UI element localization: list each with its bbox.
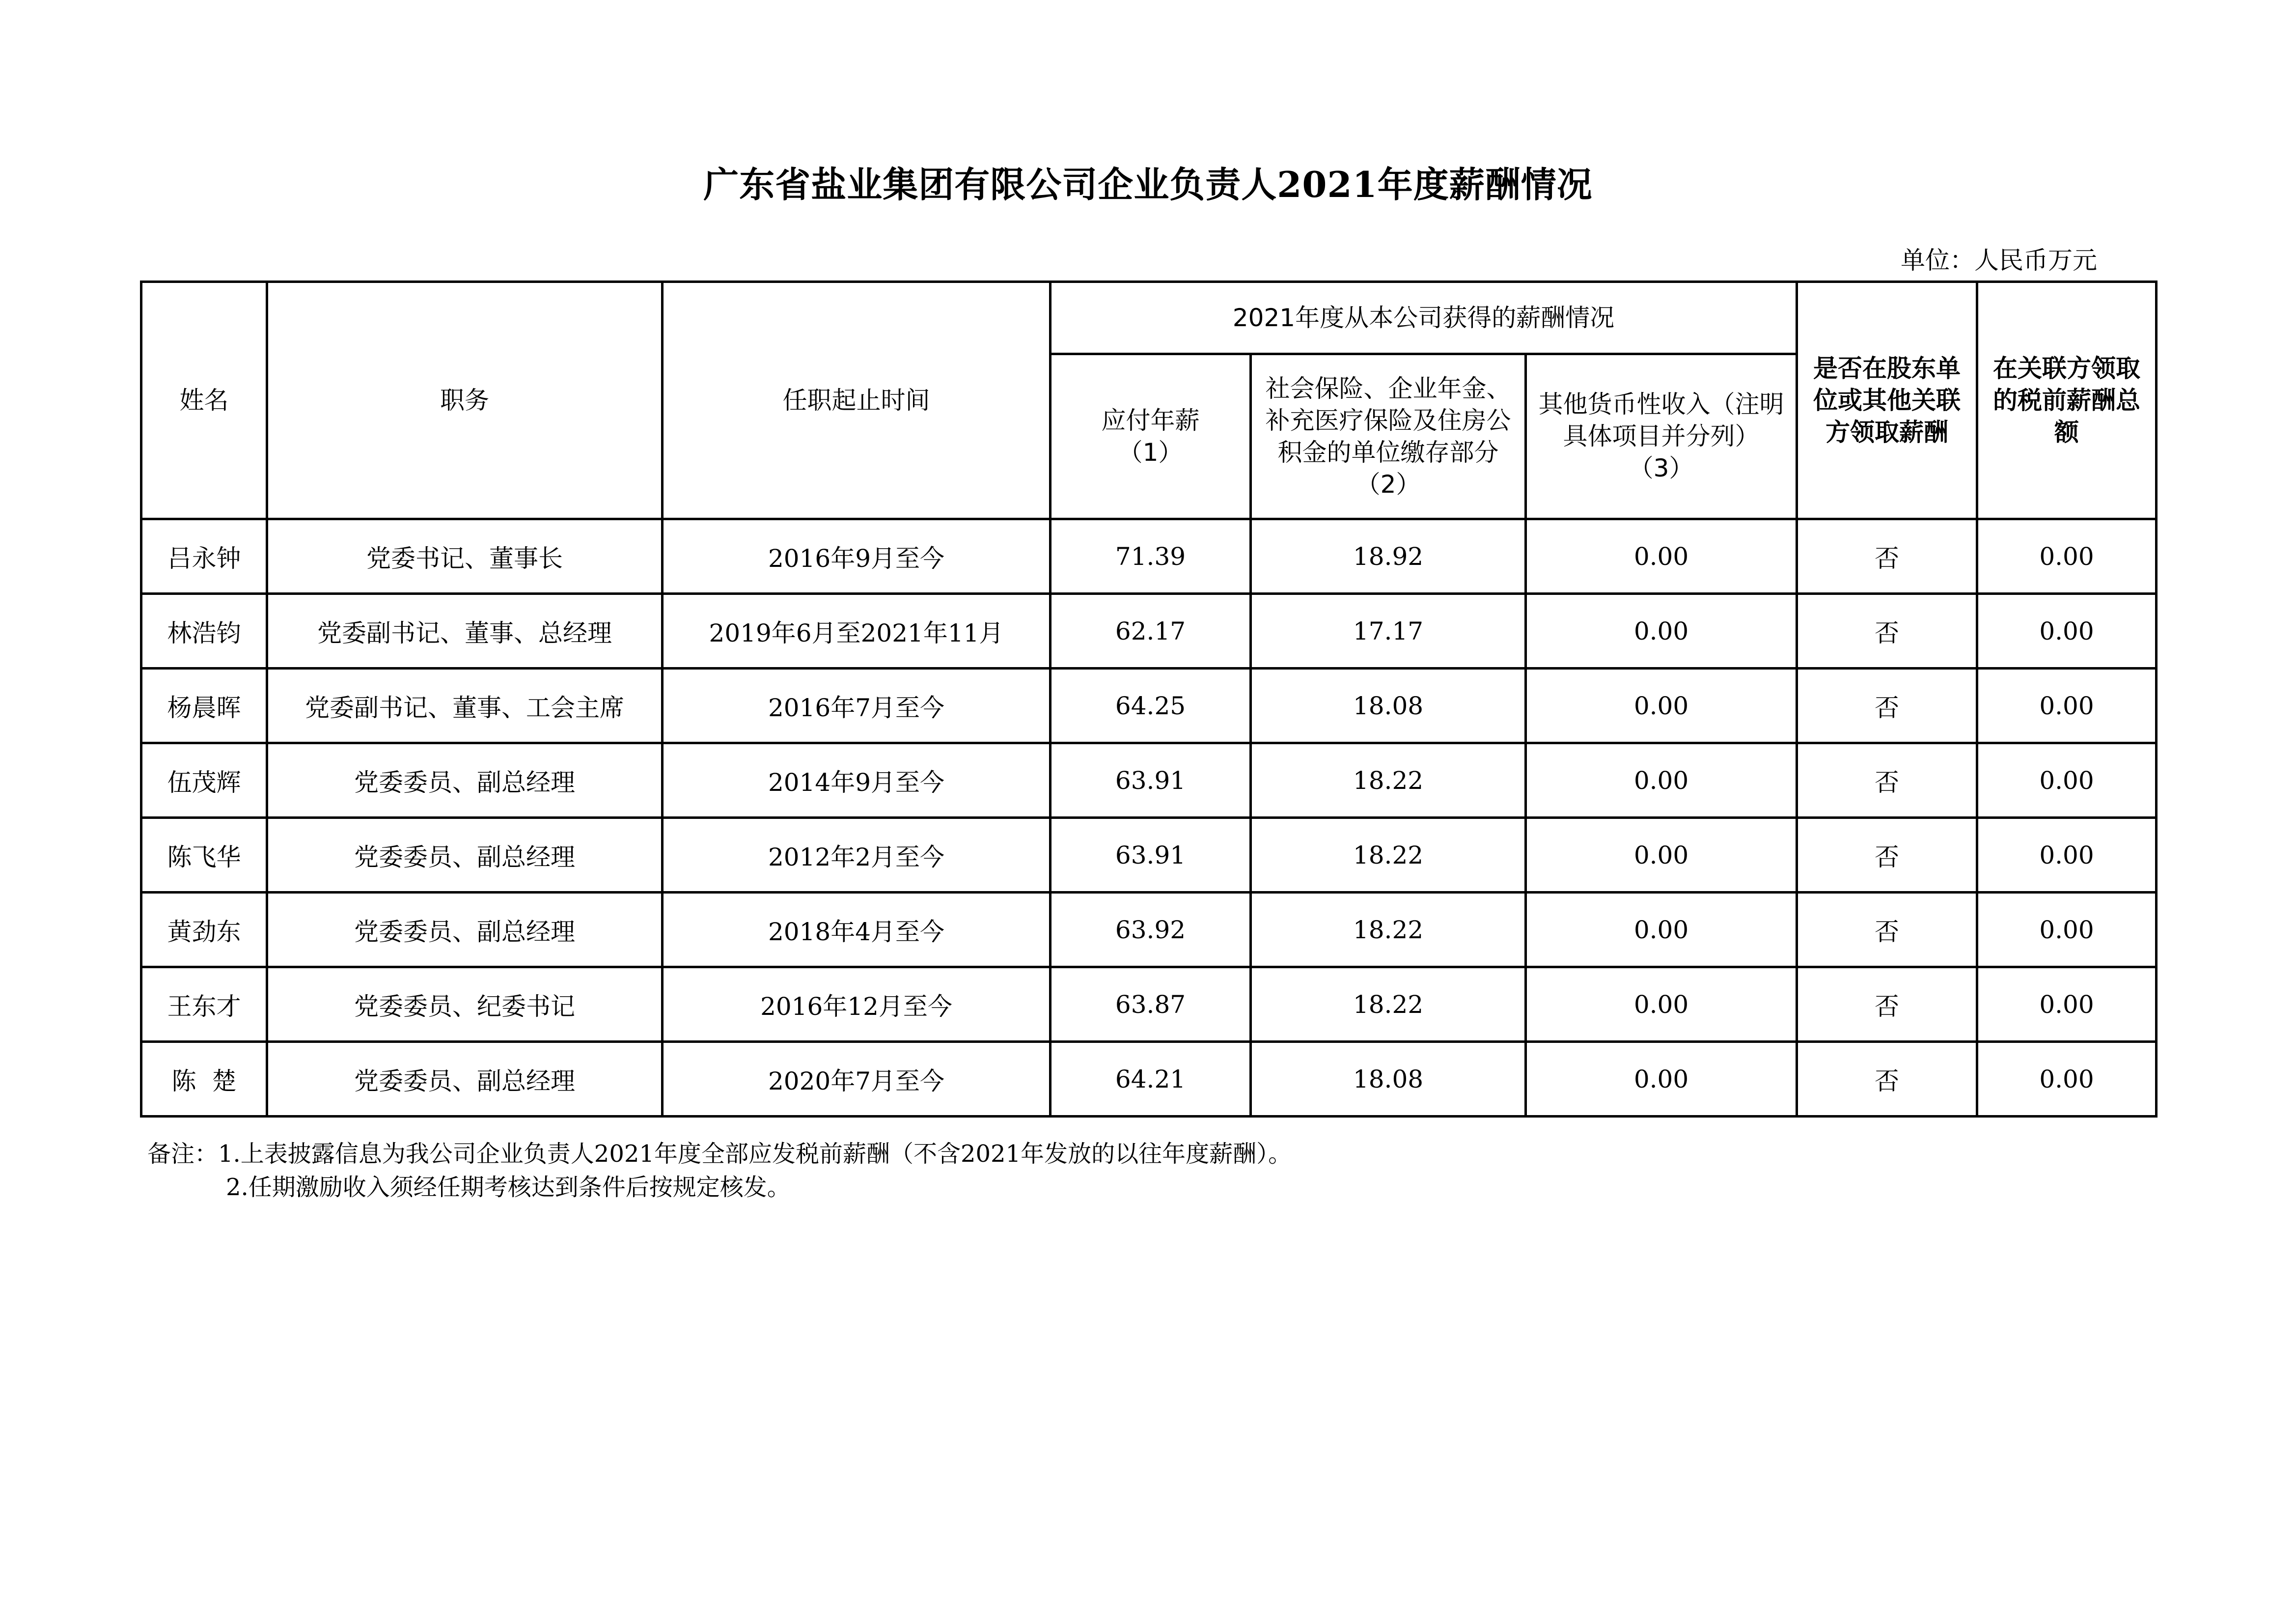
- cell-position: 党委委员、副总经理: [267, 1042, 663, 1117]
- cell-other: 0.00: [1526, 1042, 1797, 1117]
- cell-related-total: 0.00: [1977, 669, 2157, 743]
- cell-name: 杨晨晖: [141, 669, 267, 743]
- header-other-income: 其他货币性收入（注明具体项目并分列） （3）: [1526, 354, 1797, 519]
- cell-related-flag: 否: [1797, 519, 1977, 594]
- cell-position: 党委委员、副总经理: [267, 818, 663, 893]
- cell-position: 党委委员、纪委书记: [267, 967, 663, 1042]
- cell-salary: 71.39: [1051, 519, 1251, 594]
- cell-tenure: 2016年7月至今: [663, 669, 1051, 743]
- header-related-flag: 是否在股东单位或其他关联方领取薪酬: [1797, 282, 1977, 519]
- cell-related-flag: 否: [1797, 743, 1977, 818]
- cell-related-total: 0.00: [1977, 967, 2157, 1042]
- cell-other: 0.00: [1526, 818, 1797, 893]
- cell-related-total: 0.00: [1977, 743, 2157, 818]
- cell-insurance: 18.22: [1251, 818, 1526, 893]
- cell-related-flag: 否: [1797, 669, 1977, 743]
- header-insurance: 社会保险、企业年金、补充医疗保险及住房公积金的单位缴存部分 （2）: [1251, 354, 1526, 519]
- table-row: [141, 519, 2157, 594]
- cell-related-flag: 否: [1797, 1042, 1977, 1117]
- cell-other: 0.00: [1526, 967, 1797, 1042]
- header-tenure: 任职起止时间: [663, 282, 1051, 519]
- cell-position: 党委副书记、董事、工会主席: [267, 669, 663, 743]
- header-name: 姓名: [141, 282, 267, 519]
- cell-salary: 63.91: [1051, 818, 1251, 893]
- cell-other: 0.00: [1526, 669, 1797, 743]
- cell-related-total: 0.00: [1977, 893, 2157, 967]
- cell-insurance: 18.22: [1251, 967, 1526, 1042]
- table-row: [141, 967, 2157, 1042]
- cell-name: 林浩钧: [141, 594, 267, 669]
- cell-position: 党委委员、副总经理: [267, 893, 663, 967]
- note-1: 备注：1.上表披露信息为我公司企业负责人2021年度全部应发税前薪酬（不含2021年发放的以往年度薪酬）。: [147, 1140, 1292, 1168]
- cell-other: 0.00: [1526, 594, 1797, 669]
- cell-name: 陈飞华: [141, 818, 267, 893]
- cell-tenure: 2018年4月至今: [663, 893, 1051, 967]
- cell-related-total: 0.00: [1977, 519, 2157, 594]
- salary-table: [140, 280, 2158, 1118]
- cell-tenure: 2012年2月至今: [663, 818, 1051, 893]
- cell-related-flag: 否: [1797, 818, 1977, 893]
- notes: [147, 1137, 1292, 1204]
- cell-other: 0.00: [1526, 893, 1797, 967]
- cell-related-total: 0.00: [1977, 1042, 2157, 1117]
- cell-related-flag: 否: [1797, 893, 1977, 967]
- cell-other: 0.00: [1526, 519, 1797, 594]
- cell-salary: 63.87: [1051, 967, 1251, 1042]
- cell-related-flag: 否: [1797, 967, 1977, 1042]
- cell-insurance: 18.22: [1251, 743, 1526, 818]
- cell-tenure: 2016年9月至今: [663, 519, 1051, 594]
- cell-insurance: 17.17: [1251, 594, 1526, 669]
- table-row: [141, 594, 2157, 669]
- cell-salary: 63.91: [1051, 743, 1251, 818]
- page-title: 广东省盐业集团有限公司企业负责人2021年度薪酬情况: [703, 164, 1593, 205]
- cell-other: 0.00: [1526, 743, 1797, 818]
- cell-name: 黄劲东: [141, 893, 267, 967]
- cell-insurance: 18.92: [1251, 519, 1526, 594]
- cell-insurance: 18.08: [1251, 669, 1526, 743]
- unit-label: 单位：人民币万元: [1901, 246, 2097, 275]
- cell-insurance: 18.08: [1251, 1042, 1526, 1117]
- cell-related-total: 0.00: [1977, 594, 2157, 669]
- table-row: [141, 893, 2157, 967]
- cell-related-flag: 否: [1797, 594, 1977, 669]
- cell-name: 陈 楚: [141, 1042, 267, 1117]
- cell-tenure: 2014年9月至今: [663, 743, 1051, 818]
- cell-salary: 62.17: [1051, 594, 1251, 669]
- cell-insurance: 18.22: [1251, 893, 1526, 967]
- table-row: [141, 1042, 2157, 1117]
- cell-position: 党委委员、副总经理: [267, 743, 663, 818]
- cell-salary: 63.92: [1051, 893, 1251, 967]
- cell-tenure: 2020年7月至今: [663, 1042, 1051, 1117]
- cell-salary: 64.21: [1051, 1042, 1251, 1117]
- cell-salary: 64.25: [1051, 669, 1251, 743]
- header-salary: 应付年薪 （1）: [1051, 354, 1251, 519]
- cell-position: 党委书记、董事长: [267, 519, 663, 594]
- cell-name: 吕永钟: [141, 519, 267, 594]
- cell-tenure: 2019年6月至2021年11月: [663, 594, 1051, 669]
- header-related-total: 在关联方领取的税前薪酬总额: [1977, 282, 2157, 519]
- cell-name: 王东才: [141, 967, 267, 1042]
- cell-position: 党委副书记、董事、总经理: [267, 594, 663, 669]
- table-row: [141, 743, 2157, 818]
- cell-related-total: 0.00: [1977, 818, 2157, 893]
- cell-name: 伍茂辉: [141, 743, 267, 818]
- note-2: 2.任期激励收入须经任期考核达到条件后按规定核发。: [226, 1174, 791, 1201]
- header-position: 职务: [267, 282, 663, 519]
- table-row: [141, 818, 2157, 893]
- table-row: [141, 669, 2157, 743]
- cell-tenure: 2016年12月至今: [663, 967, 1051, 1042]
- header-salary-group: 2021年度从本公司获得的薪酬情况: [1051, 282, 1797, 354]
